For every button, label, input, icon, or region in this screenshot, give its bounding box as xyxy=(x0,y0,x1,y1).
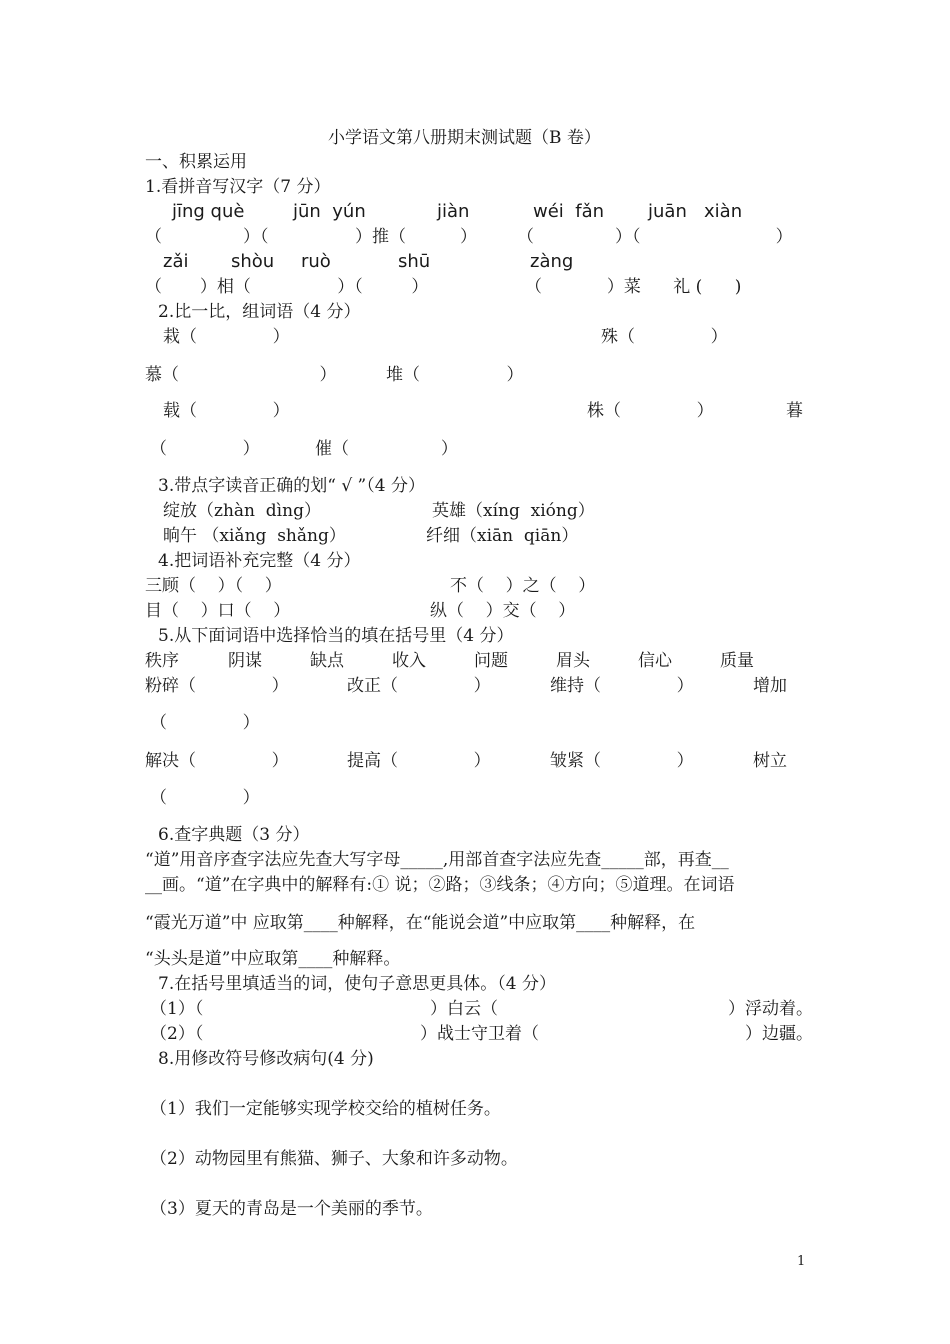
answer-row: （ ）（ ）推（ ） xyxy=(145,227,478,247)
q7-heading: 7.在括号里填适当的词，使句子意思更具体。（4 分） xyxy=(158,974,556,994)
word-choice: 缺点 xyxy=(310,651,344,671)
word-choice: 收入 xyxy=(392,651,426,671)
pinyin: juān xiàn xyxy=(648,201,743,222)
pinyin: shū xyxy=(398,251,431,272)
pinyin: ruò xyxy=(301,251,331,272)
idiom-item: 三顾（ ）（ ） xyxy=(145,576,282,596)
answer-row: （ ）（ ） xyxy=(517,227,793,247)
q6-heading: 6.查字典题（3 分） xyxy=(158,825,310,845)
answer-row: （ ）菜 礼 ( ) xyxy=(525,277,742,297)
word-choice: 眉头 xyxy=(556,651,590,671)
pinyin: zǎi xyxy=(163,251,189,272)
fill-item: 粉碎（ ） xyxy=(145,676,289,696)
pinyin: jūn yún xyxy=(293,201,366,222)
pronunciation-item: 英雄（xíng xióng） xyxy=(432,501,595,521)
fill-item: （ ） xyxy=(150,713,260,733)
idiom-item: 目（ ）口（ ） xyxy=(145,601,291,621)
fill-item: 维持（ ） xyxy=(550,676,694,696)
fill-item: （ ） xyxy=(150,439,260,459)
paragraph-line: __画。“道”在字典中的解释有:① 说；②路；③线条；④方向；⑤道理。在词语 xyxy=(145,875,735,895)
fill-item: 堆（ ） xyxy=(386,365,524,385)
word-choice: 阴谋 xyxy=(228,651,262,671)
fill-item: 增加 xyxy=(753,676,787,696)
fill-item: 暮 xyxy=(786,401,803,421)
fill-item: 皱紧（ ） xyxy=(550,751,694,771)
word-choice: 问题 xyxy=(474,651,508,671)
fill-item: 殊（ ） xyxy=(601,327,728,347)
pronunciation-item: 绽放（zhàn dìng） xyxy=(163,501,321,521)
word-choice: 秩序 xyxy=(145,651,179,671)
q8-heading: 8.用修改符号修改病句(4 分) xyxy=(158,1049,374,1069)
paragraph-line: “霞光万道”中 应取第____种解释，在“能说会道”中应取第____种解释，在 xyxy=(145,913,696,933)
idiom-item: 不（ ）之（ ） xyxy=(450,576,596,596)
pinyin: jiàn xyxy=(437,201,470,222)
answer-row: （ ）相（ ）（ ） xyxy=(145,277,429,297)
pinyin: shòu xyxy=(231,251,275,272)
fill-item: （2）（ xyxy=(150,1024,204,1044)
pronunciation-item: 晌午 （xiǎng shǎng） xyxy=(163,526,346,546)
page-title: 小学语文第八册期末测试题（B 卷） xyxy=(328,128,601,148)
fill-item: 株（ ） xyxy=(587,401,714,421)
fill-item: 栽（ ） xyxy=(163,327,290,347)
fill-item: （ ） xyxy=(150,788,260,808)
fill-item: 慕（ ） xyxy=(145,365,337,385)
sentence: （2）动物园里有熊猫、狮子、大象和许多动物。 xyxy=(150,1149,518,1169)
fill-item: 载（ ） xyxy=(163,401,290,421)
paragraph-line: “头头是道”中应取第____种解释。 xyxy=(145,949,401,969)
word-choice: 质量 xyxy=(720,651,754,671)
idiom-item: 纵（ ）交（ ） xyxy=(430,601,576,621)
q4-heading: 4.把词语补充完整（4 分） xyxy=(158,551,361,571)
fill-item: 催（ ） xyxy=(315,439,458,459)
pinyin: wéi fǎn xyxy=(533,201,605,222)
page-number: 1 xyxy=(797,1254,806,1269)
pinyin: zàng xyxy=(530,251,574,272)
fill-item: （1）（ xyxy=(150,999,204,1019)
sentence: （3）夏天的青岛是一个美丽的季节。 xyxy=(150,1199,433,1219)
fill-item: 提高（ ） xyxy=(347,751,491,771)
q2-heading: 2.比一比，组词语（4 分） xyxy=(158,302,361,322)
q3-heading: 3.带点字读音正确的划“ √ ”（4 分） xyxy=(158,476,425,496)
q1-heading: 1.看拼音写汉字（7 分） xyxy=(145,177,331,197)
q5-heading: 5.从下面词语中选择恰当的填在括号里（4 分） xyxy=(158,626,514,646)
pronunciation-item: 纤细（xiān qiān） xyxy=(426,526,579,546)
fill-item: 解决（ ） xyxy=(145,751,289,771)
fill-item: ）浮动着。 xyxy=(728,999,813,1019)
sentence: （1）我们一定能够实现学校交给的植树任务。 xyxy=(150,1099,501,1119)
fill-item: 树立 xyxy=(753,751,787,771)
fill-item: ）边疆。 xyxy=(745,1024,813,1044)
fill-item: 改正（ ） xyxy=(347,676,491,696)
word-choice: 信心 xyxy=(638,651,672,671)
fill-item: ）白云（ xyxy=(430,999,498,1019)
section-heading: 一、积累运用 xyxy=(145,152,247,172)
fill-item: ）战士守卫着（ xyxy=(420,1024,539,1044)
pinyin: jīng què xyxy=(172,201,245,222)
paragraph-line: “道”用音序查字法应先查大写字母_____,用部首查字法应先查_____部，再查__ xyxy=(145,850,729,870)
